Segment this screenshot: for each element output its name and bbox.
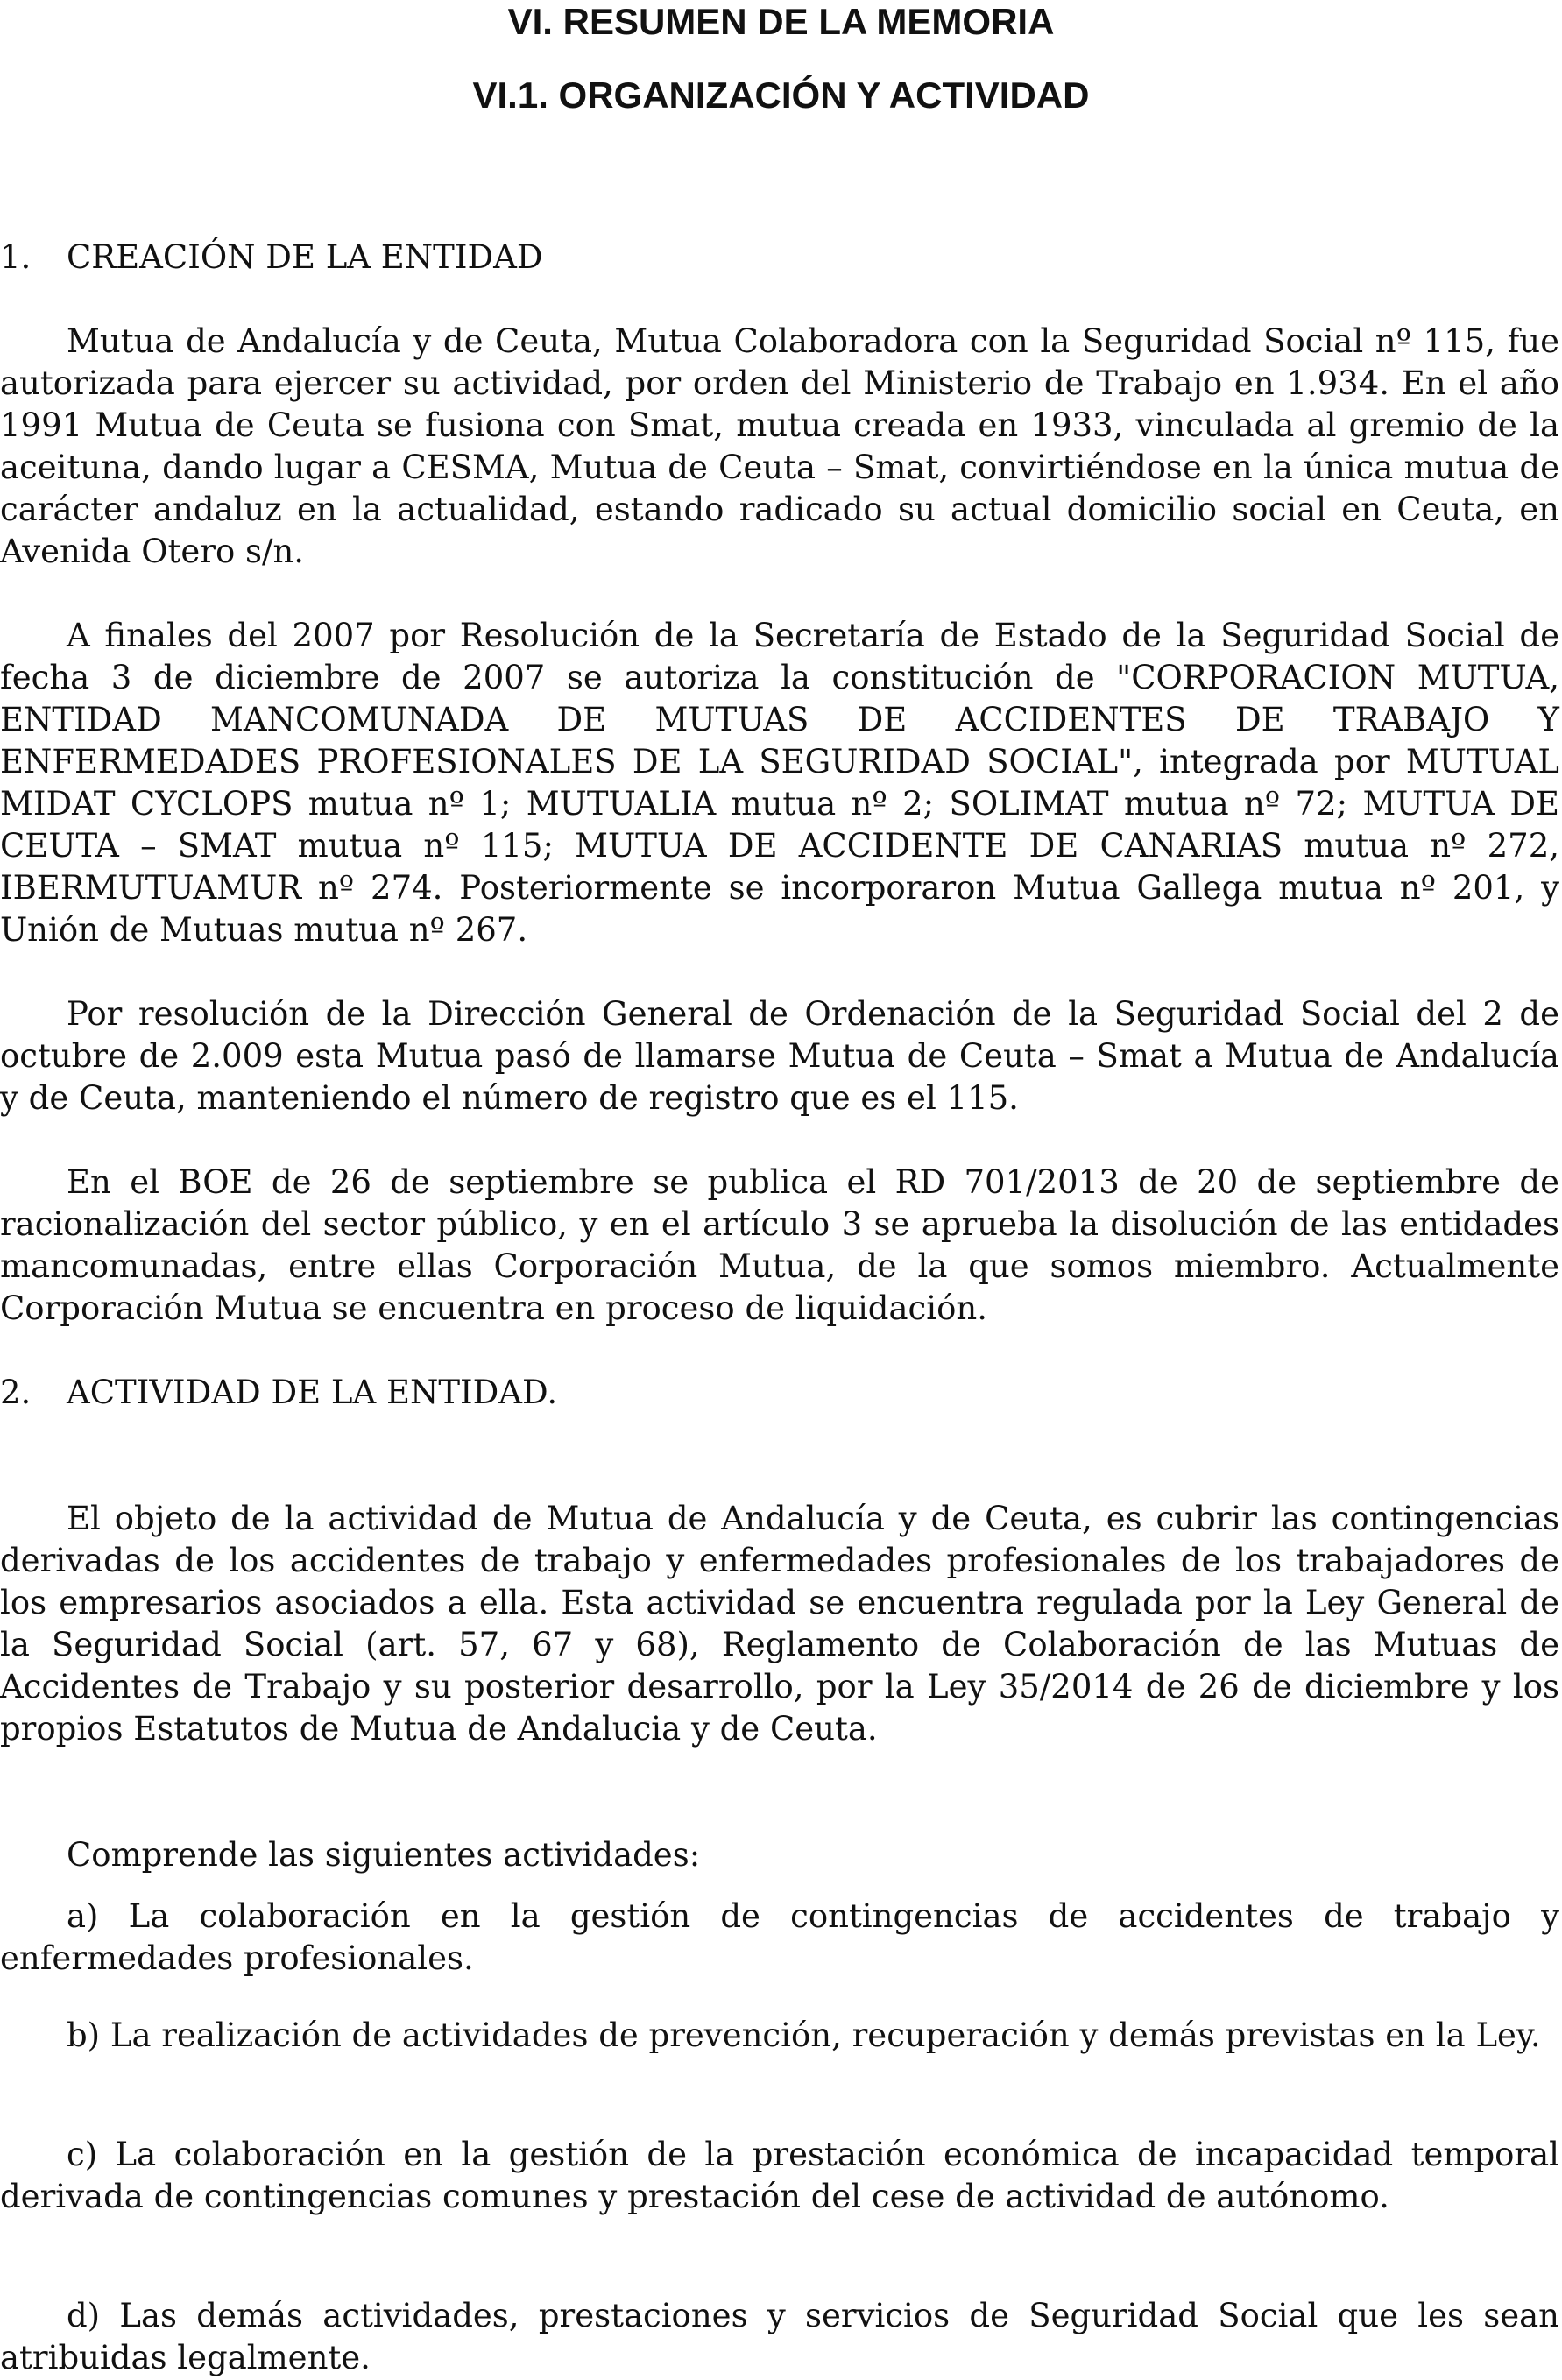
document-title: VI. RESUMEN DE LA MEMORIA [507, 1, 1055, 42]
section-number: 2. [0, 1374, 32, 1411]
section-heading-text: CREACIÓN DE LA ENTIDAD [67, 238, 543, 276]
list-item: a) La colaboración en la gestión de contingencias de accidentes de trabajo y enfermedades profesionales. [0, 1897, 1559, 1977]
document-subtitle: VI.1. ORGANIZACIÓN Y ACTIVIDAD [472, 74, 1090, 116]
section-heading-actividad [0, 1372, 1562, 1414]
list-item: d) Las demás actividades, prestaciones y servicios de Seguridad Social que les sean atribuidas legalmente. [0, 2297, 1559, 2376]
paragraph: A finales del 2007 por Resolución de la Secretaría de Estado de la Seguridad Social de fecha 3 de diciembre de 2007 se autoriza la constitución de "CORPORACION MUTUA, ENTIDAD MANCOMUNADA DE MUTUAS DE ACCIDENTES DE TRABAJO Y ENFERMEDADES PROFESIONALES DE LA SEGURIDAD SOCIAL", integrada por MUTUAL MIDAT CYCLOPS mutua nº 1; MUTUALIA mutua nº 2; SOLIMAT mutua nº 72; MUTUA DE CEUTA – SMAT mutua nº 115; MUTUA DE ACCIDENTE DE CANARIAS mutua nº 272, IBERMUTUAMUR nº 274. Posteriormente se incorporaron Mutua Gallega mutua nº 201, y Unión de Mutuas mutua nº 267. [0, 617, 1559, 949]
paragraph: Comprende las siguientes actividades: [67, 1836, 701, 1874]
paragraph: Por resolución de la Dirección General de Ordenación de la Seguridad Social del 2 de octubre de 2.009 esta Mutua pasó de llamarse Mutua de Ceuta – Smat a Mutua de Andalucía y de Ceuta, manteniendo el número de registro que es el 115. [0, 995, 1559, 1117]
paragraph: El objeto de la actividad de Mutua de Andalucía y de Ceuta, es cubrir las contingencias derivadas de los accidentes de trabajo y enfermedades profesionales de los trabajadores de los empresarios asociados a ella. Esta actividad se encuentra regulada por la Ley General de la Seguridad Social (art. 57, 67 y 68), Reglamento de Colaboración de las Mutuas de Accidentes de Trabajo y su posterior desarrollo, por la Ley 35/2014 de 26 de diciembre y los propios Estatutos de Mutua de Andalucia y de Ceuta. [0, 1500, 1559, 1748]
section-number: 1. [0, 238, 32, 276]
paragraph: Mutua de Andalucía y de Ceuta, Mutua Colaboradora con la Seguridad Social nº 115, fue autorizada para ejercer su actividad, por orden del Ministerio de Trabajo en 1.934. En el año 1991 Mutua de Ceuta se fusiona con Smat, mutua creada en 1933, vinculada al gremio de la aceituna, dando lugar a CESMA, Mutua de Ceuta – Smat, convirtiéndose en la única mutua de carácter andaluz en la actualidad, estando radicado su actual domicilio social en Ceuta, en Avenida Otero s/n. [0, 322, 1559, 570]
list-item: b) La realización de actividades de prevención, recuperación y demás previstas en la Ley. [67, 2016, 1541, 2054]
section-heading-text: ACTIVIDAD DE LA ENTIDAD. [67, 1374, 558, 1411]
section-heading-creacion [0, 237, 1562, 279]
paragraph: En el BOE de 26 de septiembre se publica el RD 701/2013 de 20 de septiembre de racionalización del sector público, y en el artículo 3 se aprueba la disolución de las entidades mancomunadas, entre ellas Corporación Mutua, de la que somos miembro. Actualmente Corporación Mutua se encuentra en proceso de liquidación. [0, 1163, 1559, 1327]
list-item: c) La colaboración en la gestión de la prestación económica de incapacidad temporal derivada de contingencias comunes y prestación del cese de actividad de autónomo. [0, 2136, 1559, 2215]
